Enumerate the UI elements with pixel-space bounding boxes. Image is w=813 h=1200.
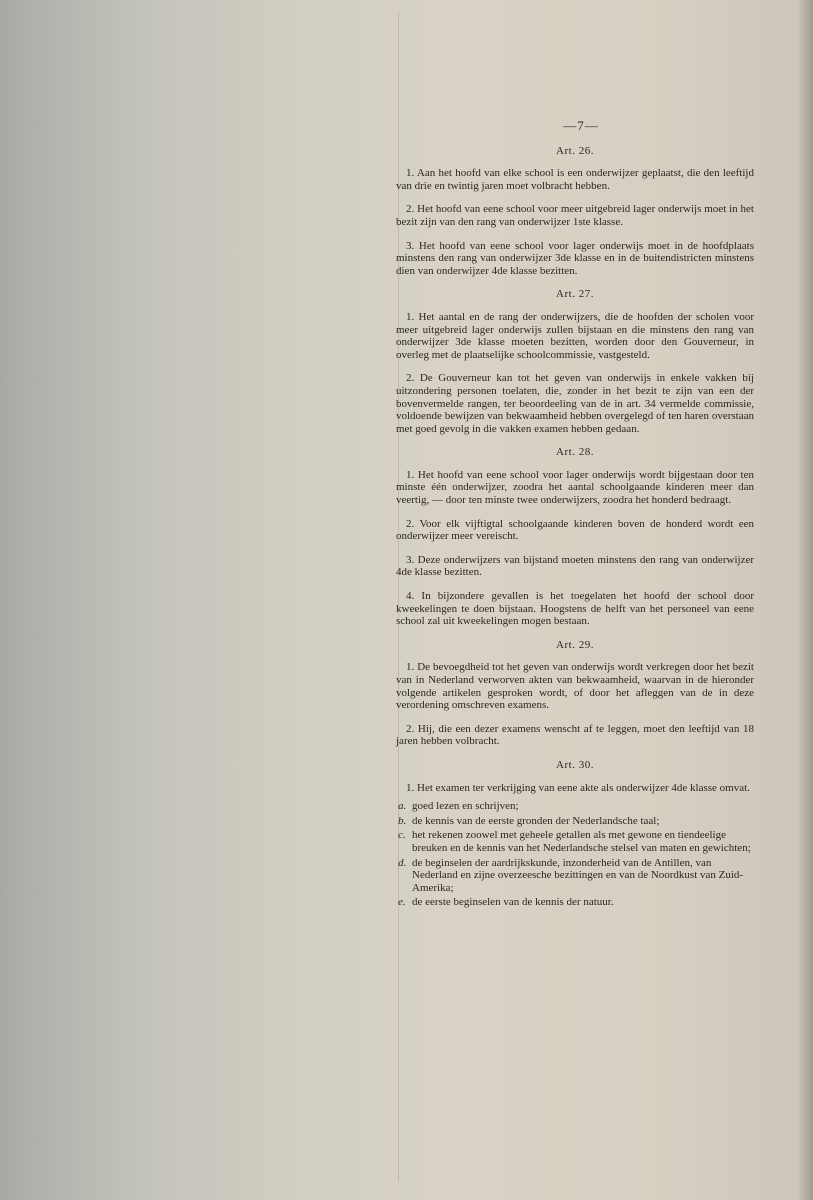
list-item-text: de kennis van de eerste gronden der Nederlandsche taal; <box>412 814 660 827</box>
exam-subject-list <box>396 800 754 909</box>
article-heading: Art. 27. <box>556 288 594 301</box>
list-item-text: de eerste beginselen van de kennis der natuur. <box>412 896 614 909</box>
list-item <box>396 857 754 895</box>
list-item-letter: d. <box>398 856 407 869</box>
paragraph: 1. Het aantal en de rang der onderwijzers, die de hoofden der scholen voor meer uitgebreid lager onderwijs zullen bijstaan en die minstens den rang van onderwijzer 3de klasse moeten bezitten, worden door den Gouverneur, in overleg met de plaatselijke schoolcommissie, vastgesteld. <box>396 310 754 361</box>
paragraph: 3. Deze onderwijzers van bijstand moeten minstens den rang van onderwijzer 4de klasse bezitten. <box>396 553 754 579</box>
paragraph: 1. De bevoegdheid tot het geven van onderwijs wordt verkregen door het bezit van in Nederland verworven akten van bekwaamheid, waarvan in de hieronder volgende artikelen gesproken wordt, of door het afleggen van de in deze verordening omschreven examens. <box>396 661 754 712</box>
section-art-29 <box>396 639 754 748</box>
list-item <box>396 815 754 828</box>
paragraph: 1. Aan het hoofd van elke school is een onderwijzer geplaatst, die den leeftijd van drie en twintig jaren moet volbracht hebben. <box>396 167 754 192</box>
list-item-text: goed lezen en schrijven; <box>412 800 519 813</box>
section-art-30 <box>396 759 754 909</box>
list-item-text: het rekenen zoowel met geheele getallen als met gewone en tiendeelige breuken en de kennis van het Nederlandsche stelsel van maten en gewichten; <box>412 829 751 854</box>
article-heading: Art. 30. <box>556 758 594 771</box>
paragraph: 3. Het hoofd van eene school voor lager onderwijs moet in de hoofdplaats minstens den rang van onderwijzer 3de klasse en in de buitendistricten minstens dien van onderwijzer 4de klasse bezitten. <box>396 239 754 277</box>
list-item-letter: a. <box>398 800 407 813</box>
article-heading: Art. 26. <box>556 144 594 157</box>
paragraph: 4. In bijzondere gevallen is het toegelaten het hoofd der school door kweekelingen te doen bijstaan. Hoogstens de helft van het personeel van eene school zal uit kweekelingen mogen bestaan. <box>396 590 754 628</box>
paragraph: 1. Het hoofd van eene school voor lager onderwijs wordt bijgestaan door ten minste één onderwijzer, zoodra het aantal schoolgaande kinderen meer dan veertig, — door ten minste twee onderwijzers, zoodra het honderd bedraagt. <box>396 468 754 507</box>
article-heading: Art. 29. <box>556 638 594 651</box>
list-item <box>396 829 754 854</box>
list-item-letter: b. <box>398 814 407 827</box>
section-art-26 <box>396 145 754 278</box>
page-number: —7— <box>563 118 599 133</box>
list-item <box>396 800 754 813</box>
list-item-letter: e. <box>398 896 406 909</box>
paragraph: 2. Hij, die een dezer examens wenscht af te leggen, moet den leeftijd van 18 jaren hebben volbracht. <box>396 722 754 748</box>
article-heading: Art. 28. <box>556 446 594 459</box>
section-art-28 <box>396 446 754 628</box>
paragraph: 2. De Gouverneur kan tot het geven van onderwijs in enkele vakken bij uitzondering personen toelaten, die, zonder in het bezit te zijn van een der bovenvermelde rangen, ter beoordeeling van de in art. 34 vermelde commissie, voldoende bewijzen van bekwaamheid hebben overgelegd of ten haren overstaan met goed gevolg in die vakken examen hebben gedaan. <box>396 372 754 435</box>
page-edge-shadow <box>797 0 813 1200</box>
list-item <box>396 896 754 909</box>
section-art-27 <box>396 288 754 435</box>
paragraph: 1. Het examen ter verkrijging van eene akte als onderwijzer 4de klasse omvat. <box>406 781 750 794</box>
list-item-text: de beginselen der aardrijkskunde, inzonderheid van de Antillen, van Nederland en zijne overzeesche bezittingen en van de Noordkust van Zuid-Amerika; <box>412 856 744 894</box>
document-text <box>396 120 754 911</box>
list-item-letter: c. <box>398 829 406 842</box>
paragraph: 2. Het hoofd van eene school voor meer uitgebreid lager onderwijs moet in het bezit zijn van den rang van onderwijzer 1ste klasse. <box>396 203 754 228</box>
paragraph: 2. Voor elk vijftigtal schoolgaande kinderen boven de honderd wordt een onderwijzer meer vereischt. <box>396 517 754 543</box>
